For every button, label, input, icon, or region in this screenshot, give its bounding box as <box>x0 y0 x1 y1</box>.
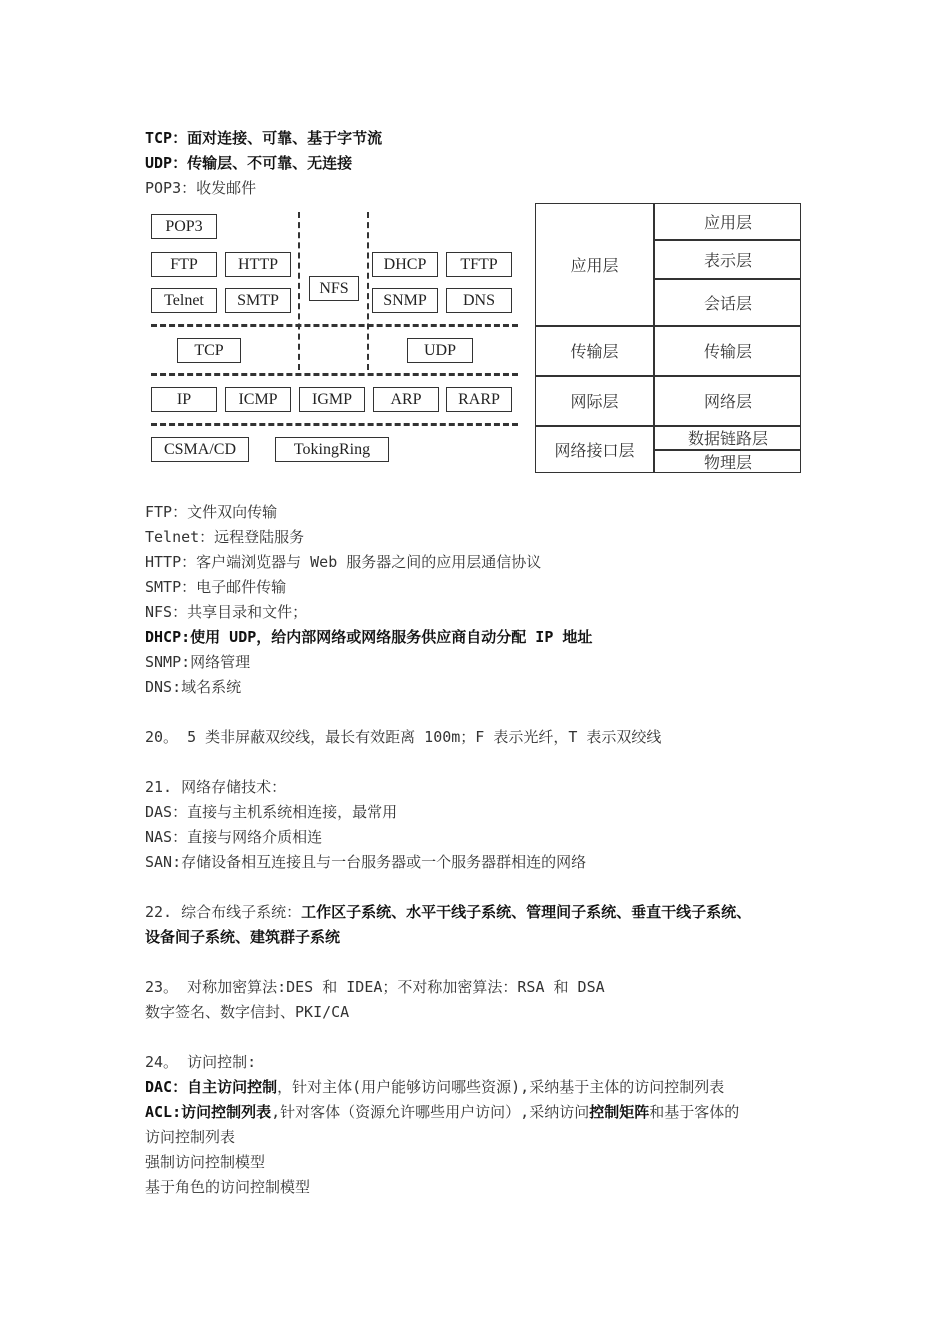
protocol-box-udp: UDP <box>407 338 473 363</box>
acl-description <box>145 1102 739 1122</box>
protocol-box-smtp: SMTP <box>225 288 291 313</box>
tcpip-layer-transport: 传输层 <box>570 344 619 361</box>
protocol-box-igmp: IGMP <box>299 387 365 412</box>
section-23-signatures: 数字签名、数字信封、PKI/CA <box>145 1003 350 1021</box>
osi-layer-application: 应用层 <box>703 215 752 232</box>
snmp-description: SNMP:网络管理 <box>145 653 251 671</box>
dac-term: DAC：自主访问控制 <box>145 1078 278 1096</box>
acl-text: ,针对客体（资源允许哪些用户访问）,采纳访问 <box>271 1103 590 1121</box>
dac-description <box>145 1077 724 1097</box>
layer-divider-internet-netif <box>151 423 518 426</box>
osi-layer-presentation: 表示层 <box>703 252 752 270</box>
layer-divider-app-transport <box>151 324 518 327</box>
tcpip-layer-network-interface: 网络接口层 <box>554 442 635 460</box>
protocol-box-rarp: RARP <box>446 387 512 412</box>
protocol-box-snmp: SNMP <box>372 288 438 313</box>
section-23-encryption: 23。 对称加密算法:DES 和 IDEA；不对称加密算法：RSA 和 DSA <box>145 978 605 996</box>
section-21-title: 21. 网络存储技术： <box>145 778 287 796</box>
osi-layer-transport: 传输层 <box>703 344 752 361</box>
section-22-line-1 <box>145 902 751 922</box>
layer-divider-transport-internet <box>151 373 518 376</box>
nfs-description: NFS：共享目录和文件； <box>145 603 308 621</box>
protocol-box-icmp: ICMP <box>225 387 291 412</box>
osi-layer-datalink: 数据链路层 <box>687 431 768 448</box>
acl-description-continued: 访问控制列表 <box>145 1128 236 1146</box>
dhcp-description: DHCP:使用 UDP，给内部网络或网络服务供应商自动分配 IP 地址 <box>145 628 593 646</box>
protocol-box-telnet: Telnet <box>151 288 217 313</box>
section-22-prefix: 22. 综合布线子系统： <box>145 903 302 921</box>
protocol-box-dns: DNS <box>446 288 512 313</box>
smtp-description: SMTP：电子邮件传输 <box>145 578 287 596</box>
vertical-dashed-divider-left <box>298 212 300 370</box>
protocol-box-http: HTTP <box>225 252 291 277</box>
layer-comparison-table <box>535 203 801 473</box>
protocol-box-tcp: TCP <box>177 338 241 363</box>
protocol-box-ip: IP <box>151 387 217 412</box>
acl-matrix-term: 控制矩阵 <box>589 1103 650 1121</box>
http-description: HTTP：客户端浏览器与 Web 服务器之间的应用层通信协议 <box>145 553 542 571</box>
tcpip-layer-internet: 网际层 <box>570 394 619 411</box>
osi-layer-physical: 物理层 <box>703 454 752 472</box>
dns-description: DNS:域名系统 <box>145 678 242 696</box>
section-24-title: 24。 访问控制: <box>145 1053 257 1071</box>
udp-description: UDP：传输层、不可靠、无连接 <box>145 154 353 172</box>
das-description: DAS：直接与主机系统相连接，最常用 <box>145 803 398 821</box>
vertical-dashed-divider-right <box>367 212 369 370</box>
tcpip-layer-application: 应用层 <box>570 258 619 275</box>
protocol-box-arp: ARP <box>373 387 439 412</box>
san-description: SAN:存储设备相互连接且与一台服务器或一个服务器群相连的网络 <box>145 853 587 871</box>
ftp-description: FTP：文件双向传输 <box>145 503 278 521</box>
section-22-subsystems-2: 设备间子系统、建筑群子系统 <box>145 928 341 946</box>
acl-text-end: 和基于客体的 <box>649 1103 740 1121</box>
mac-model: 强制访问控制模型 <box>145 1153 266 1171</box>
protocol-box-ftp: FTP <box>151 252 217 277</box>
nas-description: NAS：直接与网络介质相连 <box>145 828 323 846</box>
osi-layer-network: 网络层 <box>703 394 752 411</box>
acl-term: ACL:访问控制列表 <box>145 1103 272 1121</box>
pop3-description: POP3：收发邮件 <box>145 179 257 197</box>
protocol-box-pop3: POP3 <box>151 214 217 239</box>
protocol-box-tftp: TFTP <box>446 252 512 277</box>
section-22-subsystems-1: 工作区子系统、水平干线子系统、管理间子系统、垂直干线子系统、 <box>301 903 752 921</box>
protocol-box-csma-cd: CSMA/CD <box>151 437 249 462</box>
dac-text: ，针对主体(用户能够访问哪些资源),采纳基于主体的访问控制列表 <box>277 1078 725 1096</box>
tcp-description: TCP：面对连接、可靠、基于字节流 <box>145 129 383 147</box>
protocol-box-nfs: NFS <box>309 276 359 301</box>
telnet-description: Telnet：远程登陆服务 <box>145 528 305 546</box>
rbac-model: 基于角色的访问控制模型 <box>145 1178 311 1196</box>
protocol-box-tokenring: TokingRing <box>275 437 389 462</box>
section-20-text: 20。 5 类非屏蔽双绞线，最长有效距离 100m；F 表示光纤，T 表示双绞线 <box>145 728 662 746</box>
osi-layer-session: 会话层 <box>703 295 752 313</box>
protocol-box-dhcp: DHCP <box>372 252 438 277</box>
